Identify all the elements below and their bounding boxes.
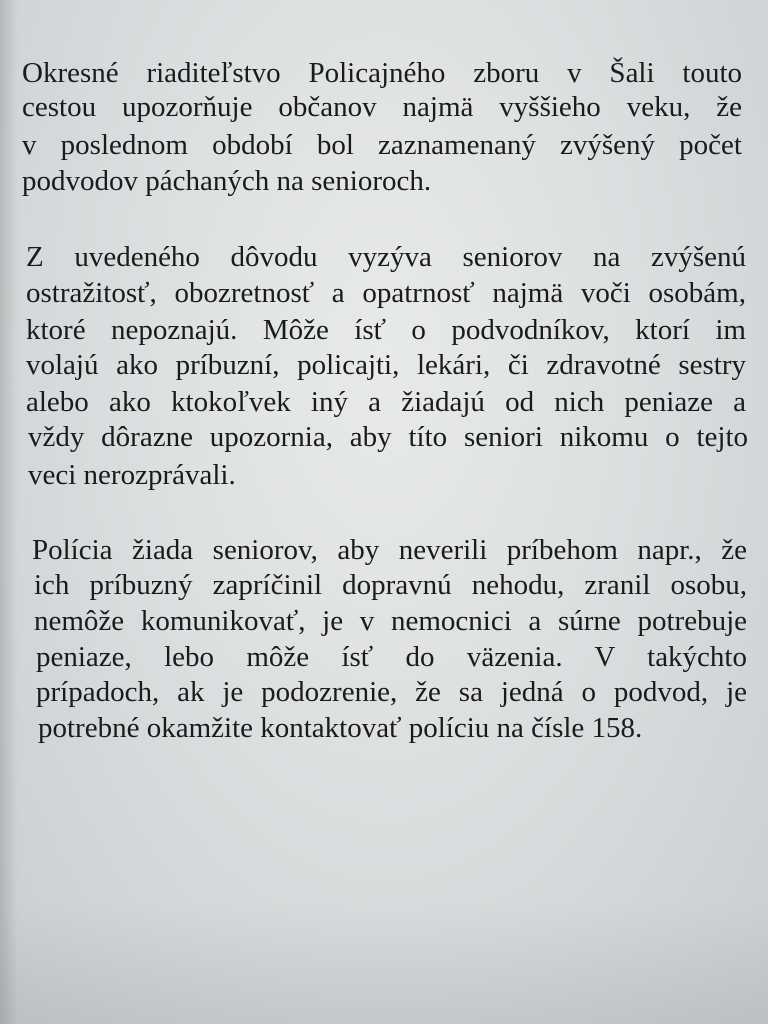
paragraph-line: peniaze, lebo môže ísť do väzenia. V takýchto bbox=[36, 641, 747, 673]
paragraph-line: ich príbuzný zapríčinil dopravnú nehodu, zranil osobu, bbox=[34, 569, 747, 601]
paragraph-line: veci nerozprávali. bbox=[28, 459, 236, 491]
page-bottom-shade bbox=[0, 904, 768, 1024]
paragraph-line: vždy dôrazne upozornia, aby títo seniori nikomu o tejto bbox=[28, 421, 748, 453]
paragraph-line: prípadoch, ak je podozrenie, že sa jedná o podvod, je bbox=[36, 676, 747, 708]
paragraph-line: volajú ako príbuzní, policajti, lekári, či zdravotné sestry bbox=[26, 349, 746, 381]
paragraph-line: cestou upozorňuje občanov najmä vyššieho veku, že bbox=[22, 91, 742, 123]
paragraph-line: ktoré nepoznajú. Môže ísť o podvodníkov, ktorí im bbox=[26, 314, 746, 346]
paragraph-line: Okresné riaditeľstvo Policajného zboru v Šali touto bbox=[22, 57, 742, 89]
paragraph-line: podvodov páchaných na senioroch. bbox=[22, 165, 432, 197]
paragraph-line: Polícia žiada seniorov, aby neverili príbehom napr., že bbox=[32, 534, 747, 566]
paragraph-line: v poslednom období bol zaznamenaný zvýšený počet bbox=[22, 129, 742, 161]
page-edge-shadow bbox=[0, 0, 18, 1024]
paragraph-line: Z uvedeného dôvodu vyzýva seniorov na zvýšenú bbox=[26, 241, 746, 273]
paragraph-line: potrebné okamžite kontaktovať políciu na čísle 158. bbox=[38, 712, 643, 744]
paragraph-line: alebo ako ktokoľvek iný a žiadajú od nich peniaze a bbox=[26, 386, 746, 418]
paragraph-line: nemôže komunikovať, je v nemocnici a súrne potrebuje bbox=[34, 605, 747, 637]
paragraph-line: ostražitosť, obozretnosť a opatrnosť najmä voči osobám, bbox=[26, 277, 746, 309]
